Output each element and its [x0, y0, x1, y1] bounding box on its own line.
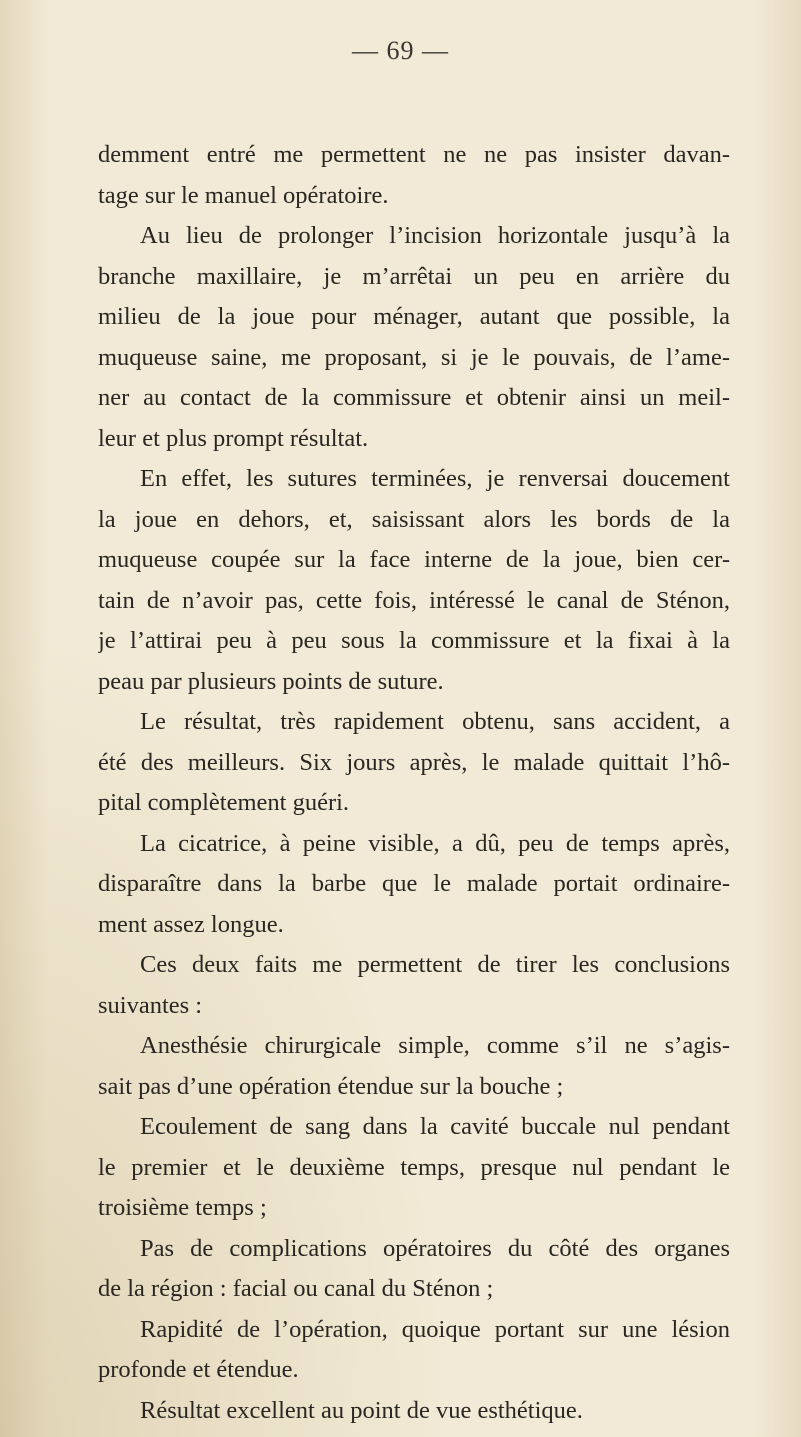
- text-line: Résultat excellent au point de vue esthétique.: [140, 1396, 583, 1424]
- text-line: tage sur le manuel opératoire.: [98, 181, 389, 209]
- text-line: profonde et étendue.: [98, 1356, 299, 1383]
- text-line: troisième temps ;: [98, 1194, 267, 1221]
- text-line: leur et plus prompt résultat.: [98, 424, 369, 452]
- text-line: je l’attirai peu à peu sous la commissure et la fixai à la: [98, 627, 730, 654]
- page-number: — 69 —: [352, 36, 449, 65]
- text-line: Ecoulement de sang dans la cavité buccale nul pendant: [140, 1113, 730, 1140]
- body-text: [98, 135, 730, 1431]
- text-line: Pas de complications opératoires du côté des organes: [140, 1234, 730, 1262]
- text-line: suivantes :: [98, 991, 203, 1019]
- text-line: muqueuse coupée sur la face interne de la joue, bien cer-: [98, 546, 730, 573]
- text-line: ner au contact de la commissure et obtenir ainsi un meil-: [98, 384, 730, 411]
- text-line: Au lieu de prolonger l’incision horizontale jusqu’à la: [140, 222, 730, 249]
- text-line: de la région : facial ou canal du Sténon ;: [98, 1275, 494, 1302]
- text-line: pital complètement guéri.: [98, 789, 350, 816]
- text-line: branche maxillaire, je m’arrêtai un peu en arrière du: [98, 262, 730, 290]
- text-line: demment entré me permettent ne ne pas insister davan-: [98, 141, 730, 168]
- text-line: milieu de la joue pour ménager, autant que possible, la: [98, 303, 730, 330]
- text-line: Ces deux faits me permettent de tirer les conclusions: [140, 951, 730, 978]
- text-line: le premier et le deuxième temps, presque nul pendant le: [98, 1153, 730, 1181]
- text-line: Rapidité de l’opération, quoique portant sur une lésion: [140, 1315, 730, 1343]
- text-line: La cicatrice, à peine visible, a dû, peu de temps après,: [140, 829, 730, 857]
- text-line: Anesthésie chirurgicale simple, comme s’il ne s’agis-: [140, 1032, 730, 1059]
- text-line: sait pas d’une opération étendue sur la bouche ;: [98, 1072, 564, 1100]
- text-line: Le résultat, très rapidement obtenu, sans accident, a: [140, 708, 730, 735]
- text-line: peau par plusieurs points de suture.: [98, 667, 444, 695]
- text-line: tain de n’avoir pas, cette fois, intéressé le canal de Sténon,: [98, 586, 730, 614]
- text-line: disparaître dans la barbe que le malade portait ordinaire-: [98, 870, 730, 897]
- text-line: été des meilleurs. Six jours après, le malade quittait l’hô-: [98, 748, 730, 776]
- text-line: muqueuse saine, me proposant, si je le pouvais, de l’ame-: [98, 343, 730, 371]
- text-line: la joue en dehors, et, saisissant alors les bords de la: [98, 505, 730, 533]
- text-line: ment assez longue.: [98, 910, 284, 938]
- text-line: En effet, les sutures terminées, je renversai doucement: [140, 465, 730, 492]
